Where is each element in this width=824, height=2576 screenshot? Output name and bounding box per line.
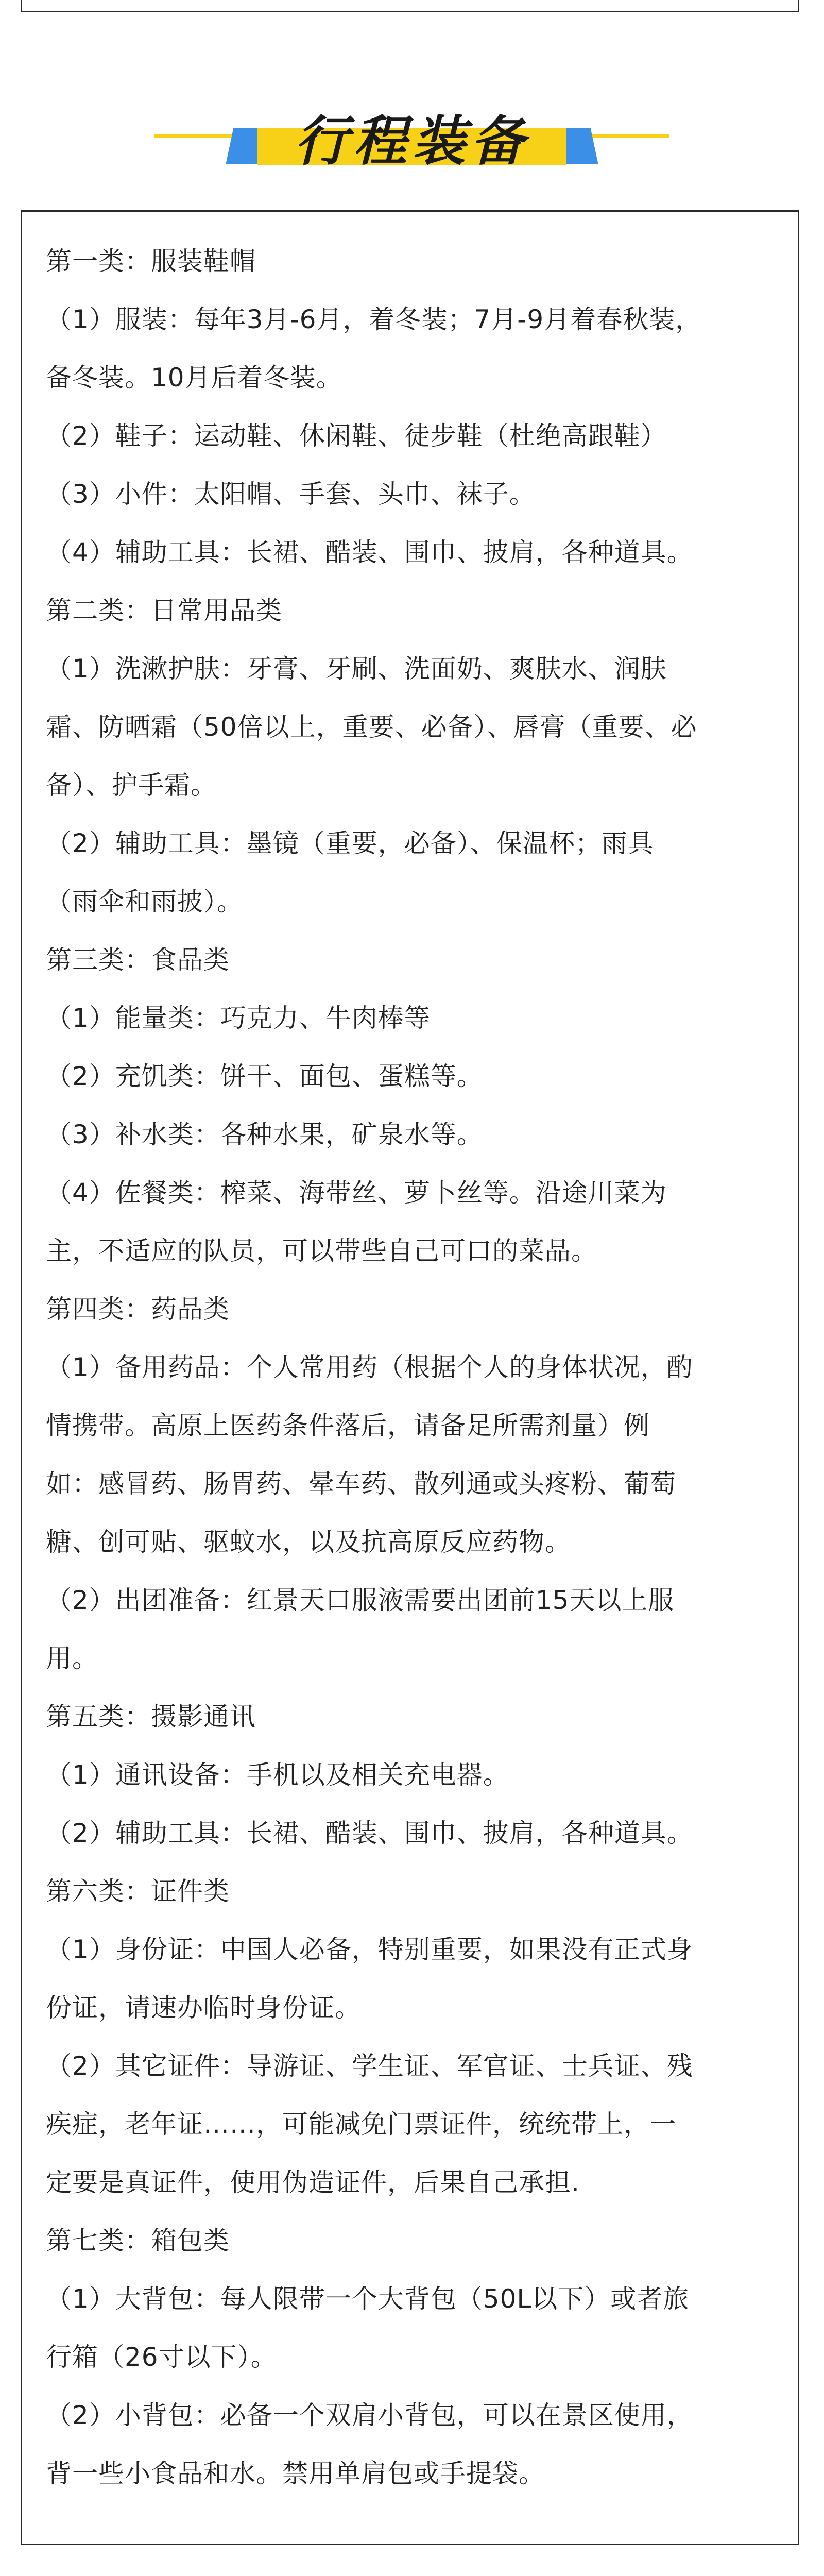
equipment-line: 第七类：箱包类 (46, 2226, 230, 2256)
equipment-line: 糖、创可贴、驱蚊水，以及抗高原反应药物。 (46, 1527, 571, 1557)
equipment-line: （1）大背包：每人限带一个大背包（50L以下）或者旅 (46, 2284, 690, 2314)
equipment-line: 第三类：食品类 (46, 945, 230, 975)
equipment-line: （4）辅助工具：长裙、酷装、围巾、披肩，各种道具。 (46, 537, 693, 567)
equipment-line: 霜、防晒霜（50倍以上，重要、必备）、唇膏（重要、必 (46, 712, 697, 742)
equipment-line: 背一些小食品和水。禁用单肩包或手提袋。 (46, 2459, 545, 2488)
equipment-line: 第一类：服装鞋帽 (46, 246, 256, 276)
equipment-line: （1）备用药品：个人常用药（根据个人的身体状况，酌 (46, 1352, 693, 1382)
equipment-line: （1）能量类：巧克力、牛肉棒等 (46, 1003, 431, 1033)
equipment-line: 定要是真证件，使用伪造证件，后果自己承担. (46, 2167, 580, 2197)
equipment-line: 第六类：证件类 (46, 1876, 230, 1906)
equipment-line: （1）洗漱护肤：牙膏、牙刷、洗面奶、爽肤水、润肤 (46, 654, 667, 684)
equipment-line: 第五类：摄影通讯 (46, 1702, 256, 1732)
equipment-content-box (21, 210, 799, 2545)
equipment-line: 第二类：日常用品类 (46, 596, 282, 625)
equipment-line: （1）通讯设备：手机以及相关充电器。 (46, 1760, 509, 1790)
section-banner-equipment (0, 101, 824, 173)
equipment-line: 行箱（26寸以下）。 (46, 2342, 277, 2372)
equipment-line: 主，不适应的队员，可以带些自己可口的菜品。 (46, 1236, 597, 1266)
equipment-line: （2）鞋子：运动鞋、休闲鞋、徒步鞋（杜绝高跟鞋） (46, 421, 667, 451)
equipment-line: （2）其它证件：导游证、学生证、军官证、士兵证、残 (46, 2051, 693, 2081)
equipment-line: 备）、护手霜。 (46, 770, 217, 800)
equipment-line: 如：感冒药、肠胃药、晕车药、散列通或头疼粉、葡萄 (46, 1469, 676, 1499)
equipment-line: （雨伞和雨披）。 (46, 887, 243, 917)
equipment-line: （2）出团准备：红景天口服液需要出团前15天以上服 (46, 1585, 675, 1615)
equipment-line: （3）小件：太阳帽、手套、头巾、袜子。 (46, 479, 536, 509)
equipment-line: 份证，请速办临时身份证。 (46, 1993, 361, 2023)
equipment-line: 情携带。高原上医药条件落后，请备足所需剂量）例 (46, 1411, 650, 1440)
section-title: 行程装备 (294, 110, 529, 173)
equipment-line: （3）补水类：各种水果，矿泉水等。 (46, 1120, 483, 1149)
equipment-line: （2）充饥类：饼干、面包、蛋糕等。 (46, 1061, 483, 1091)
equipment-line: （1）身份证：中国人必备，特别重要，如果没有正式身 (46, 1935, 693, 1964)
equipment-line: （2）辅助工具：长裙、酷装、围巾、披肩，各种道具。 (46, 1818, 693, 1848)
previous-section-box-bottom (21, 0, 799, 12)
equipment-line: 用。 (46, 1643, 98, 1673)
equipment-line: （1）服装：每年3月-6月，着冬装；7月-9月着春秋装， (46, 304, 702, 334)
equipment-line: 备冬装。10月后着冬装。 (46, 363, 342, 393)
equipment-line: （2）辅助工具：墨镜（重要，必备）、保温杯；雨具 (46, 828, 654, 858)
equipment-line: 疾症，老年证……，可能减免门票证件，统统带上，一 (46, 2109, 676, 2139)
equipment-line: 第四类：药品类 (46, 1294, 230, 1324)
equipment-line: （4）佐餐类：榨菜、海带丝、萝卜丝等。沿途川菜为 (46, 1178, 667, 1208)
equipment-line: （2）小背包：必备一个双肩小背包，可以在景区使用， (46, 2400, 693, 2430)
